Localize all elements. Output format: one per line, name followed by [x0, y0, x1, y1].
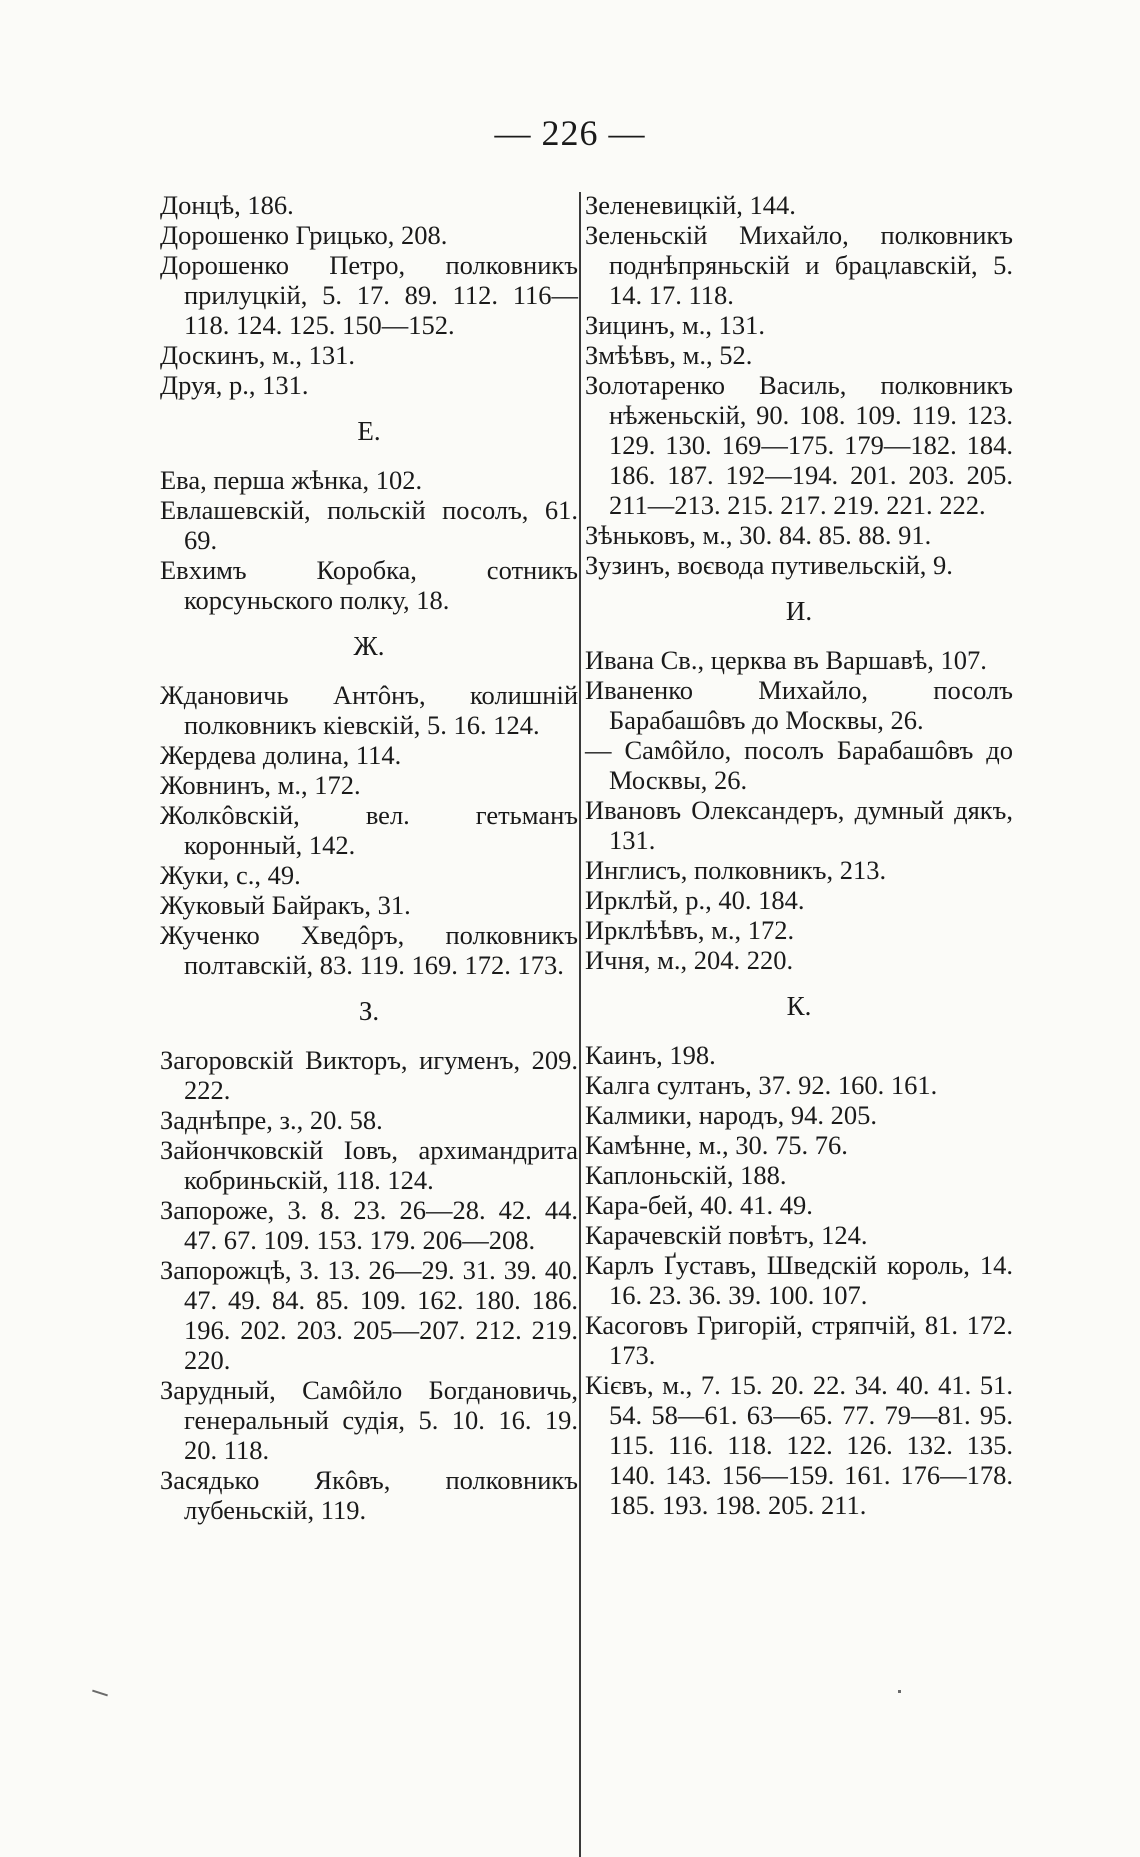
left-index-entry: Доскинъ, м., 131. [160, 340, 355, 370]
left-index-entry: Ева, перша жѣнка, 102. [160, 465, 423, 495]
right-index-entry: Кієвъ, м., 7. 15. 20. 22. 34. 40. 41. 51. 54. 58—61. 63—65. 77. 79—81. 95. 115. 116. 118. 122. 126. 132. 135. 140. 143. 156—159. 161. 176—178. 185. 193. 198. 205. 211. [585, 1370, 1013, 1520]
left-index-entry: Засядько Якôвъ, полковникъ лубеньскій, 119. [160, 1465, 578, 1525]
right-index-entry: Иваненко Михайло, посолъ Барабашôвъ до Москвы, 26. [585, 675, 1013, 735]
right-index-entry: Ирклѣѣвъ, м., 172. [585, 915, 795, 945]
right-index-entry: Каплоньскій, 188. [585, 1160, 787, 1190]
left-index-entry: Ждановичь Антôнъ, колишній полковникъ кіевскій, 5. 16. 124. [160, 680, 578, 740]
print-speck [898, 1690, 901, 1693]
left-index-entry: Друя, р., 131. [160, 370, 309, 400]
section-letter: К. [786, 991, 812, 1021]
right-column [585, 190, 1013, 1520]
right-index-entry: Калмики, народъ, 94. 205. [585, 1100, 878, 1130]
section-letter: Ж. [353, 631, 385, 661]
right-index-entry: Зеленевицкій, 144. [585, 190, 796, 220]
left-index-entry: Жолкôвскій, вел. гетьманъ коронный, 142. [160, 800, 578, 860]
right-index-entry: Ирклѣй, р., 40. 184. [585, 885, 805, 915]
left-index-entry: Жуки, с., 49. [160, 860, 301, 890]
right-index-entry: Кара-бей, 40. 41. 49. [585, 1190, 813, 1220]
column-divider [579, 192, 581, 1857]
right-index-entry: Ивана Св., церква въ Варшавѣ, 107. [585, 645, 987, 675]
right-index-entry: Камѣнне, м., 30. 75. 76. [585, 1130, 848, 1160]
right-index-entry: Змѣѣвъ, м., 52. [585, 340, 753, 370]
right-index-entry: Зузинъ, воєвода путивельскій, 9. [585, 550, 953, 580]
right-index-entry: Зеленьскій Михайло, полковникъ поднѣпряньскій и брацлавскій, 5. 14. 17. 118. [585, 220, 1013, 310]
left-index-entry: Запорожцѣ, 3. 13. 26—29. 31. 39. 40. 47. 49. 84. 85. 109. 162. 180. 186. 196. 202. 203. 205—207. 212. 219. 220. [160, 1255, 578, 1375]
left-index-entry: Донцѣ, 186. [160, 190, 294, 220]
left-index-entry: Жердева долина, 114. [160, 740, 402, 770]
right-index-entry: Карачевскій повѣтъ, 124. [585, 1220, 868, 1250]
right-index-entry: Ивановъ Олександеръ, думный дякъ, 131. [585, 795, 1013, 855]
left-index-entry: Дорошенко Петро, полковникъ прилуцкій, 5. 17. 89. 112. 116—118. 124. 125. 150—152. [160, 250, 578, 340]
left-index-entry: Запороже, 3. 8. 23. 26—28. 42. 44. 47. 67. 109. 153. 179. 206—208. [160, 1195, 578, 1255]
right-index-entry: Зицинъ, м., 131. [585, 310, 765, 340]
right-index-entry: Касоговъ Григорій, стряпчій, 81. 172. 173. [585, 1310, 1013, 1370]
right-index-entry: Золотаренко Василь, полковникъ нѣженьскій, 90. 108. 109. 119. 123. 129. 130. 169—175. 179—182. 184. 186. 187. 192—194. 201. 203. 205. 211—213. 215. 217. 219. 221. 222. [585, 370, 1013, 520]
left-index-entry: Заднѣпре, з., 20. 58. [160, 1105, 383, 1135]
right-index-entry: Каинъ, 198. [585, 1040, 716, 1070]
right-index-entry: Зѣньковъ, м., 30. 84. 85. 88. 91. [585, 520, 932, 550]
left-index-entry: Загоровскій Викторъ, игуменъ, 209. 222. [160, 1045, 578, 1105]
section-letter: Е. [357, 416, 381, 446]
left-index-entry: Зарудный, Самôйло Богдановичь, генеральный судія, 5. 10. 16. 19. 20. 118. [160, 1375, 578, 1465]
print-speck [92, 1690, 108, 1697]
section-letter: З. [358, 996, 380, 1026]
left-column [160, 190, 578, 1525]
left-index-entry: Дорошенко Грицько, 208. [160, 220, 448, 250]
left-index-entry: Жовнинъ, м., 172. [160, 770, 361, 800]
left-index-entry: Евлашевскій, польскій посолъ, 61. 69. [160, 495, 578, 555]
right-index-entry: Инглисъ, полковникъ, 213. [585, 855, 887, 885]
left-index-entry: Зайончковскій Іовъ, архимандрита кобриньскій, 118. 124. [160, 1135, 578, 1195]
page-number: — 226 — [494, 113, 646, 153]
left-index-entry: Евхимъ Коробка, сотникъ корсуньского полку, 18. [160, 555, 578, 615]
left-index-entry: Жученко Хведôръ, полковникъ полтавскій, 83. 119. 169. 172. 173. [160, 920, 578, 980]
right-index-entry: Ичня, м., 204. 220. [585, 945, 794, 975]
section-letter: И. [785, 596, 813, 626]
right-index-entry: Калга султанъ, 37. 92. 160. 161. [585, 1070, 938, 1100]
right-index-entry: — Самôйло, посолъ Барабашôвъ до Москвы, 26. [585, 735, 1013, 795]
left-index-entry: Жуковый Байракъ, 31. [160, 890, 411, 920]
right-index-entry: Карлъ Ґуставъ, Шведскій король, 14. 16. 23. 36. 39. 100. 107. [585, 1250, 1013, 1310]
